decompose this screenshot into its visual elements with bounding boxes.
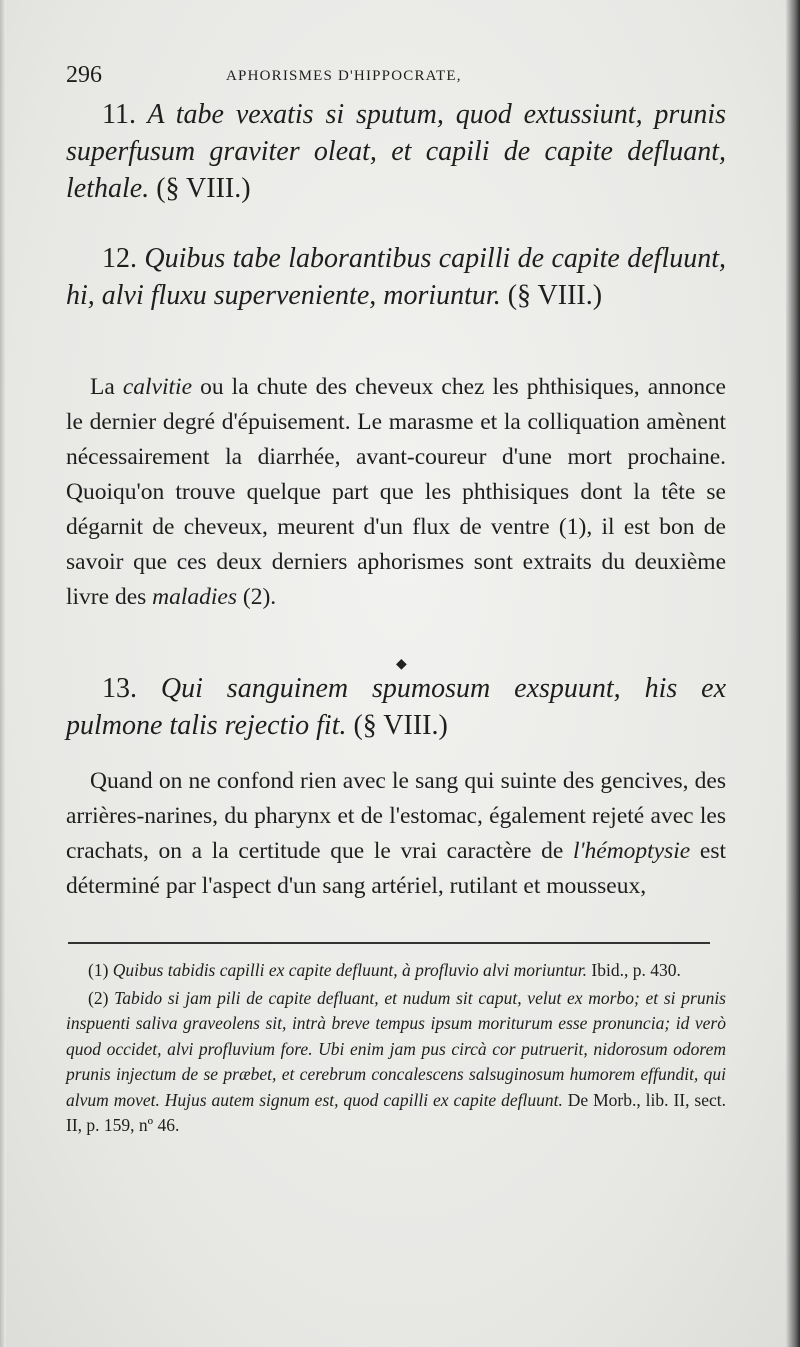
commentary-text: Quand on ne confond rien avec le sang qui suinte des gencives, des arrières-narines, du pharynx et de l'estomac, également rejeté avec les crachats, on a la certitude que le vrai caractère de [66, 768, 726, 864]
running-head: APHORISMES D'HIPPOCRATE, [226, 68, 462, 84]
footnote-mark: (1) [88, 960, 109, 980]
footnote-mark: (2) [88, 987, 109, 1008]
footnotes [66, 958, 726, 1141]
aphorism-number: 12. [102, 243, 137, 274]
aphorism-12 [66, 240, 726, 314]
footnote-divider [68, 942, 710, 944]
page-left-edge [0, 0, 6, 1347]
aphorism-13 [66, 670, 726, 744]
page-number: 296 [66, 62, 102, 88]
ornament-dot-icon: ◆ [396, 656, 407, 672]
italic-term: maladies [152, 584, 237, 610]
section-reference: (§ VIII.) [156, 173, 251, 204]
commentary-text: ou la chute des cheveux chez les phthisiques, annonce le dernier degré d'épuisement. Le marasme et la colliquation amènent nécessairement la diarrhée, avant-coureur d'une mort prochaine. Quoiqu'on trouve quelque part que les phthisiques dont la tête se dégarnit de cheveux, meurent d'un flux de ventre (1), il est bon de savoir que ces deux derniers aphorismes sont extraits du deuxième livre des [66, 374, 726, 610]
page-header [66, 62, 726, 92]
footnote-latin: Tabido si jam pili de capite defluant, et nudum sit caput, velut ex morbo; et si prunis inspuenti saliva graveolens sit, intrà breve tempus ipsum moriturum esse pronuncia; id verò quod occidet, alvi profluvium fore. Ubi enim jam pus circà cor putruerit, nidorosum odorem prunis injectum de se præbet, et cerebrum concalescens salsuginosum humorem effundit, qui alvum movet. Hujus autem signum est, quod capilli ex capite defluunt. [66, 987, 726, 1110]
italic-term: l'hémoptysie [572, 838, 691, 864]
footnote-reference: Ibid., p. 430. [587, 960, 681, 980]
aphorism-number: 11. [102, 99, 136, 130]
footnote-reference: De Morb., lib. II, sect. II, p. 159, nº 46. [66, 1089, 726, 1135]
commentary-paragraph-1 [66, 370, 726, 615]
aphorism-11 [66, 96, 726, 207]
footnote-latin: Quibus tabidis capilli ex capite defluunt, à profluvio alvi moriuntur. [112, 960, 588, 980]
commentary-text: (2). [237, 584, 277, 610]
italic-term: calvitie [122, 374, 193, 400]
aphorism-text: A tabe vexatis si sputum, quod extussiunt, prunis superfusum graviter oleat, et capili de capite defluant, lethale. [66, 99, 726, 204]
aphorism-number: 13. [102, 673, 137, 704]
commentary-paragraph-2 [66, 764, 726, 904]
aphorism-text: Quibus tabe laborantibus capilli de capite defluunt, hi, alvi fluxu superveniente, moriuntur. [66, 243, 726, 311]
commentary-text: La [90, 374, 123, 400]
footnote-1 [66, 958, 726, 984]
footnote-2 [66, 986, 726, 1139]
commentary-text: est déterminé par l'aspect d'un sang artériel, rutilant et mousseux, [66, 838, 727, 899]
page-binding-shadow [786, 0, 800, 1347]
section-reference: (§ VIII.) [353, 710, 448, 741]
aphorism-text: Qui sanguinem spumosum exspuunt, his ex pulmone talis rejectio fit. [66, 673, 727, 741]
section-reference: (§ VIII.) [507, 280, 603, 311]
